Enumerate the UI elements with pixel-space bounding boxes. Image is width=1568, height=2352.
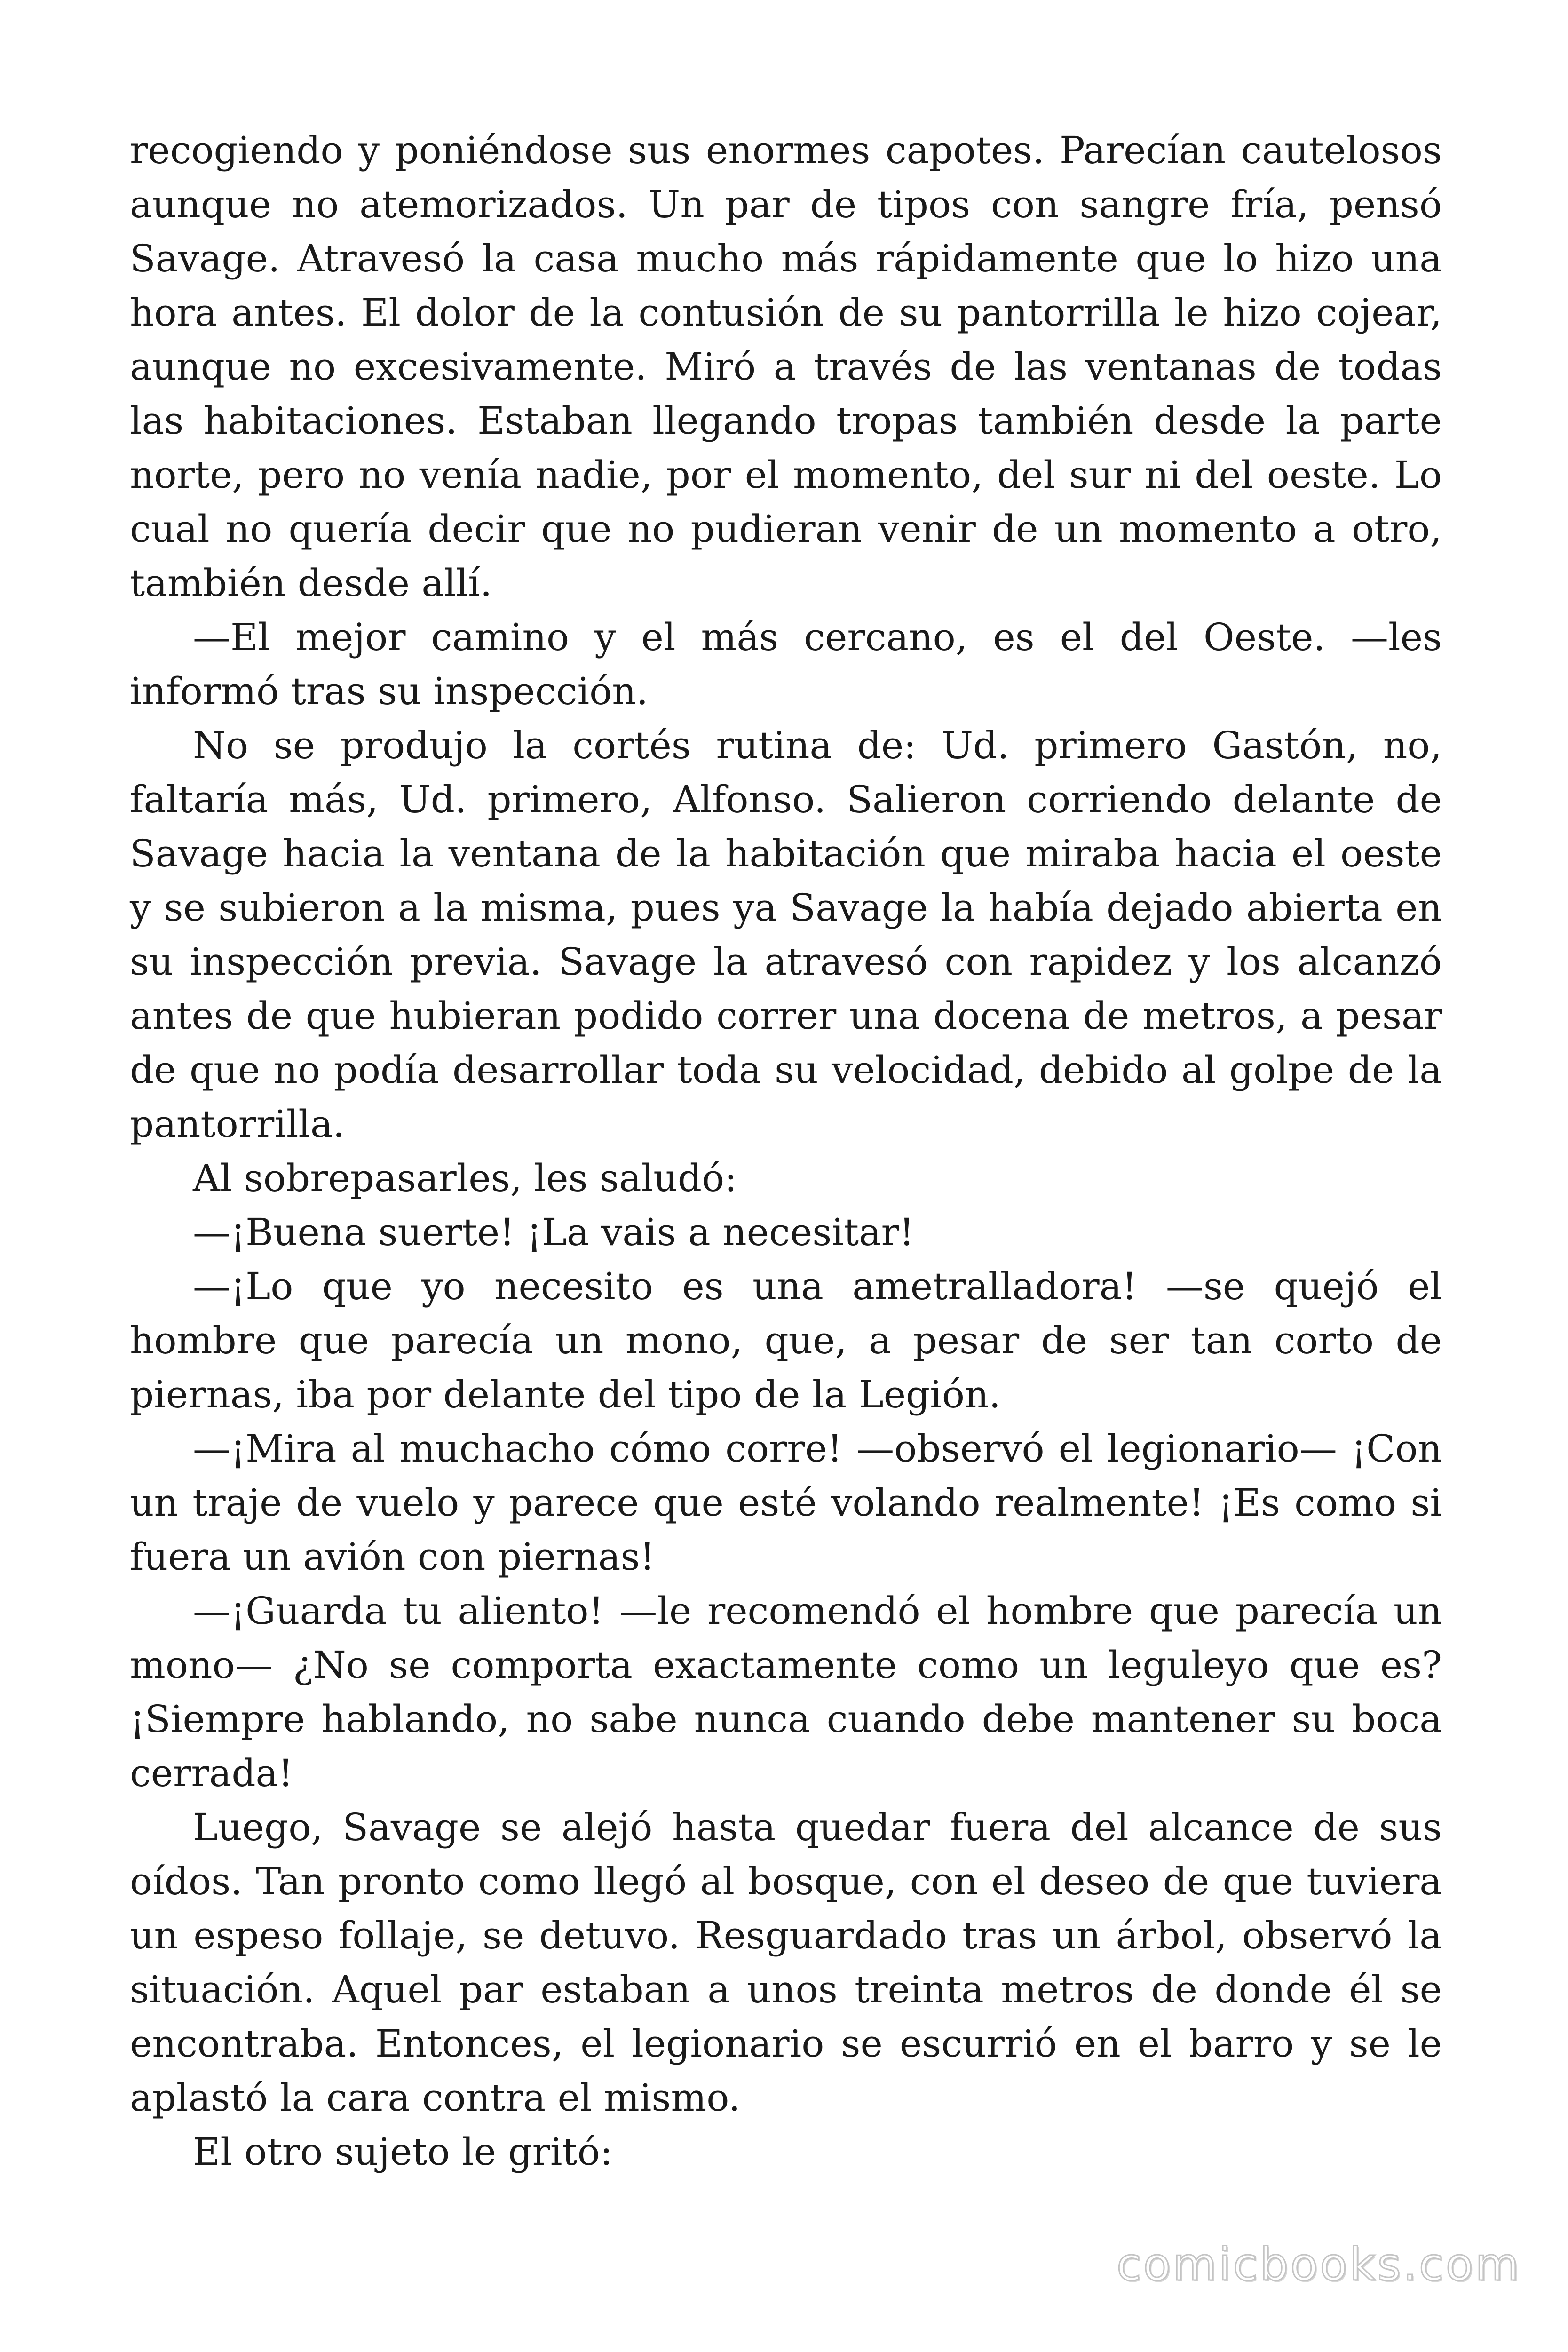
paragraph: recogiendo y poniéndose sus enormes capotes. Parecían cautelosos aunque no atemorizados. Un par de tipos con sangre fría, pensó Savage. Atravesó la casa mucho más rápidamente que lo hizo una hora antes. El dolor de la contusión de su pantorrilla le hizo cojear, aunque no excesivamente. Miró a través de las ventanas de todas las habitaciones. Estaban llegando tropas también desde la parte norte, pero no venía nadie, por el momento, del sur ni del oeste. Lo cual no quería decir que no pudieran venir de un momento a otro, también desde allí.: [130, 128, 1442, 605]
paragraph: Luego, Savage se alejó hasta quedar fuera del alcance de sus oídos. Tan pronto como llegó al bosque, con el deseo de que tuviera un espeso follaje, se detuvo. Resguardado tras un árbol, observó la situación. Aquel par estaban a unos treinta metros de donde él se encontraba. Entonces, el legionario se escurrió en el barro y se le aplastó la cara contra el mismo.: [130, 1805, 1442, 2120]
paragraph: —El mejor camino y el más cercano, es el del Oeste. —les informó tras su inspección.: [130, 615, 1442, 713]
paragraph: —¡Mira al muchacho cómo corre! —observó el legionario— ¡Con un traje de vuelo y parece que esté volando realmente! ¡Es como si fuera un avión con piernas!: [130, 1427, 1442, 1579]
paragraph: —¡Lo que yo necesito es una ametralladora! —se quejó el hombre que parecía un mono, que, a pesar de ser tan corto de piernas, iba por delante del tipo de la Legión.: [130, 1264, 1442, 1416]
watermark: comicbooks.com: [1116, 2238, 1521, 2291]
paragraph: No se produjo la cortés rutina de: Ud. primero Gastón, no, faltaría más, Ud. primero, Alfonso. Salieron corriendo delante de Savage hacia la ventana de la habitación que miraba hacia el oeste y se subieron a la misma, pues ya Savage la había dejado abierta en su inspección previa. Savage la atravesó con rapidez y los alcanzó antes de que hubieran podido correr una docena de metros, a pesar de que no podía desarrollar toda su velocidad, debido al golpe de la pantorrilla.: [130, 723, 1442, 1146]
paragraph: —¡Guarda tu aliento! —le recomendó el hombre que parecía un mono— ¿No se comporta exactamente como un leguleyo que es? ¡Siempre hablando, no sabe nunca cuando debe mantener su boca cerrada!: [130, 1589, 1442, 1795]
paragraph: —¡Buena suerte! ¡La vais a necesitar!: [193, 1210, 915, 1254]
paragraph: Al sobrepasarles, les saludó:: [193, 1156, 737, 1200]
paragraph: El otro sujeto le gritó:: [193, 2130, 613, 2174]
page-body: [130, 123, 1442, 2179]
